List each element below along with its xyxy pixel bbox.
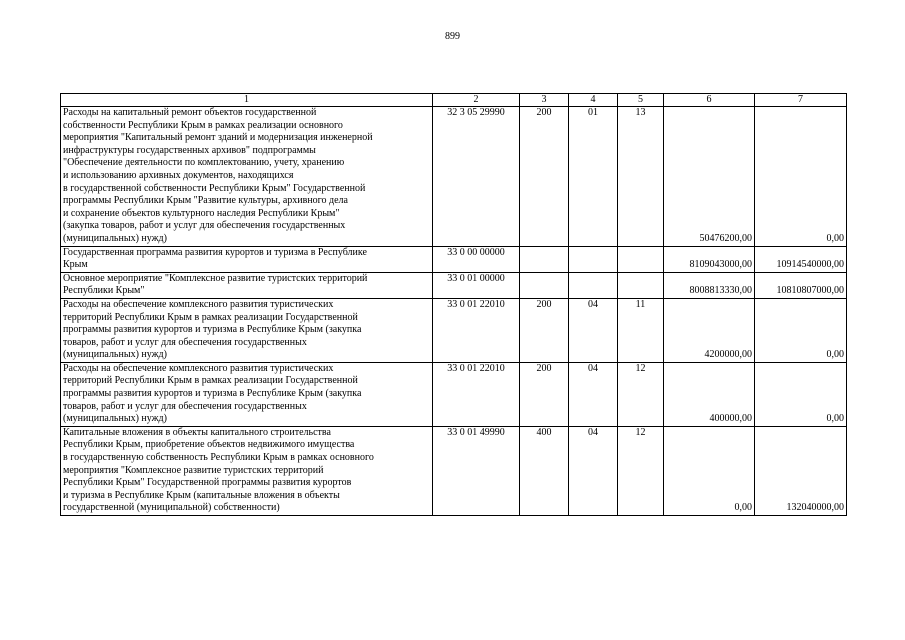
row-description: Основное мероприятие "Комплексное развитие туристских территорий Республики Крым" — [61, 272, 433, 298]
row-amount-1: 4200000,00 — [664, 298, 755, 362]
column-header: 7 — [755, 94, 847, 107]
row-expense-type: 200 — [520, 107, 569, 247]
row-subsection: 11 — [618, 298, 664, 362]
row-subsection — [618, 246, 664, 272]
table-row — [61, 426, 847, 515]
table-row — [61, 107, 847, 247]
table-row — [61, 272, 847, 298]
table-header-row — [61, 94, 847, 107]
column-header: 1 — [61, 94, 433, 107]
row-amount-1: 8109043000,00 — [664, 246, 755, 272]
row-amount-2: 10810807000,00 — [755, 272, 847, 298]
row-expense-type: 400 — [520, 426, 569, 515]
table-row — [61, 362, 847, 426]
row-amount-2: 0,00 — [755, 362, 847, 426]
row-code: 33 0 01 22010 — [433, 362, 520, 426]
column-header: 2 — [433, 94, 520, 107]
row-amount-2: 132040000,00 — [755, 426, 847, 515]
row-amount-1: 0,00 — [664, 426, 755, 515]
row-description: Расходы на капитальный ремонт объектов государственной собственности Республики Крым в рамках реализации основного мероприятия "Капитальный ремонт зданий и модернизация инженерной инфраструктуры государственных архивов" подпрограммы "Обеспечение деятельности по комплектованию, учету, хранению и использованию архивных документов, находящихся в государственной собственности Республики Крым" Государственной программы Республики Крым "Развитие культуры, архивного дела и сохранение объектов культурного наследия Республики Крым" (закупка товаров, работ и услуг для обеспечения государственных (муниципальных) нужд) — [61, 107, 433, 247]
row-section: 04 — [569, 298, 618, 362]
row-subsection: 12 — [618, 426, 664, 515]
row-amount-2: 0,00 — [755, 298, 847, 362]
row-expense-type: 200 — [520, 298, 569, 362]
column-header: 6 — [664, 94, 755, 107]
row-subsection — [618, 272, 664, 298]
row-subsection: 13 — [618, 107, 664, 247]
row-code: 33 0 01 49990 — [433, 426, 520, 515]
row-code: 32 3 05 29990 — [433, 107, 520, 247]
row-section: 01 — [569, 107, 618, 247]
row-description: Государственная программа развития курортов и туризма в Республике Крым — [61, 246, 433, 272]
row-amount-2: 0,00 — [755, 107, 847, 247]
row-subsection: 12 — [618, 362, 664, 426]
row-expense-type: 200 — [520, 362, 569, 426]
row-expense-type — [520, 272, 569, 298]
column-header: 4 — [569, 94, 618, 107]
row-description: Расходы на обеспечение комплексного развития туристических территорий Республики Крым в рамках реализации Государственной программы развития курортов и туризма в Республике Крым (закупка товаров, работ и услуг для обеспечения государственных (муниципальных) нужд) — [61, 362, 433, 426]
row-code: 33 0 00 00000 — [433, 246, 520, 272]
row-code: 33 0 01 00000 — [433, 272, 520, 298]
row-section: 04 — [569, 362, 618, 426]
row-amount-1: 400000,00 — [664, 362, 755, 426]
page-number: 899 — [445, 31, 460, 42]
row-description: Расходы на обеспечение комплексного развития туристических территорий Республики Крым в рамках реализации Государственной программы развития курортов и туризма в Республике Крым (закупка товаров, работ и услуг для обеспечения государственных (муниципальных) нужд) — [61, 298, 433, 362]
table-row — [61, 298, 847, 362]
row-section: 04 — [569, 426, 618, 515]
row-expense-type — [520, 246, 569, 272]
row-amount-1: 50476200,00 — [664, 107, 755, 247]
table-row — [61, 246, 847, 272]
budget-table — [60, 93, 847, 516]
row-amount-2: 10914540000,00 — [755, 246, 847, 272]
column-header: 5 — [618, 94, 664, 107]
column-header: 3 — [520, 94, 569, 107]
row-section — [569, 246, 618, 272]
row-code: 33 0 01 22010 — [433, 298, 520, 362]
row-section — [569, 272, 618, 298]
row-amount-1: 8008813330,00 — [664, 272, 755, 298]
row-description: Капитальные вложения в объекты капитального строительства Республики Крым, приобретение объектов недвижимого имущества в государственную собственность Республики Крым в рамках основного мероприятия "Комплексное развитие туристских территорий Республики Крым" Государственной программы развития курортов и туризма в Республике Крым (капитальные вложения в объекты государственной (муниципальной) собственности) — [61, 426, 433, 515]
